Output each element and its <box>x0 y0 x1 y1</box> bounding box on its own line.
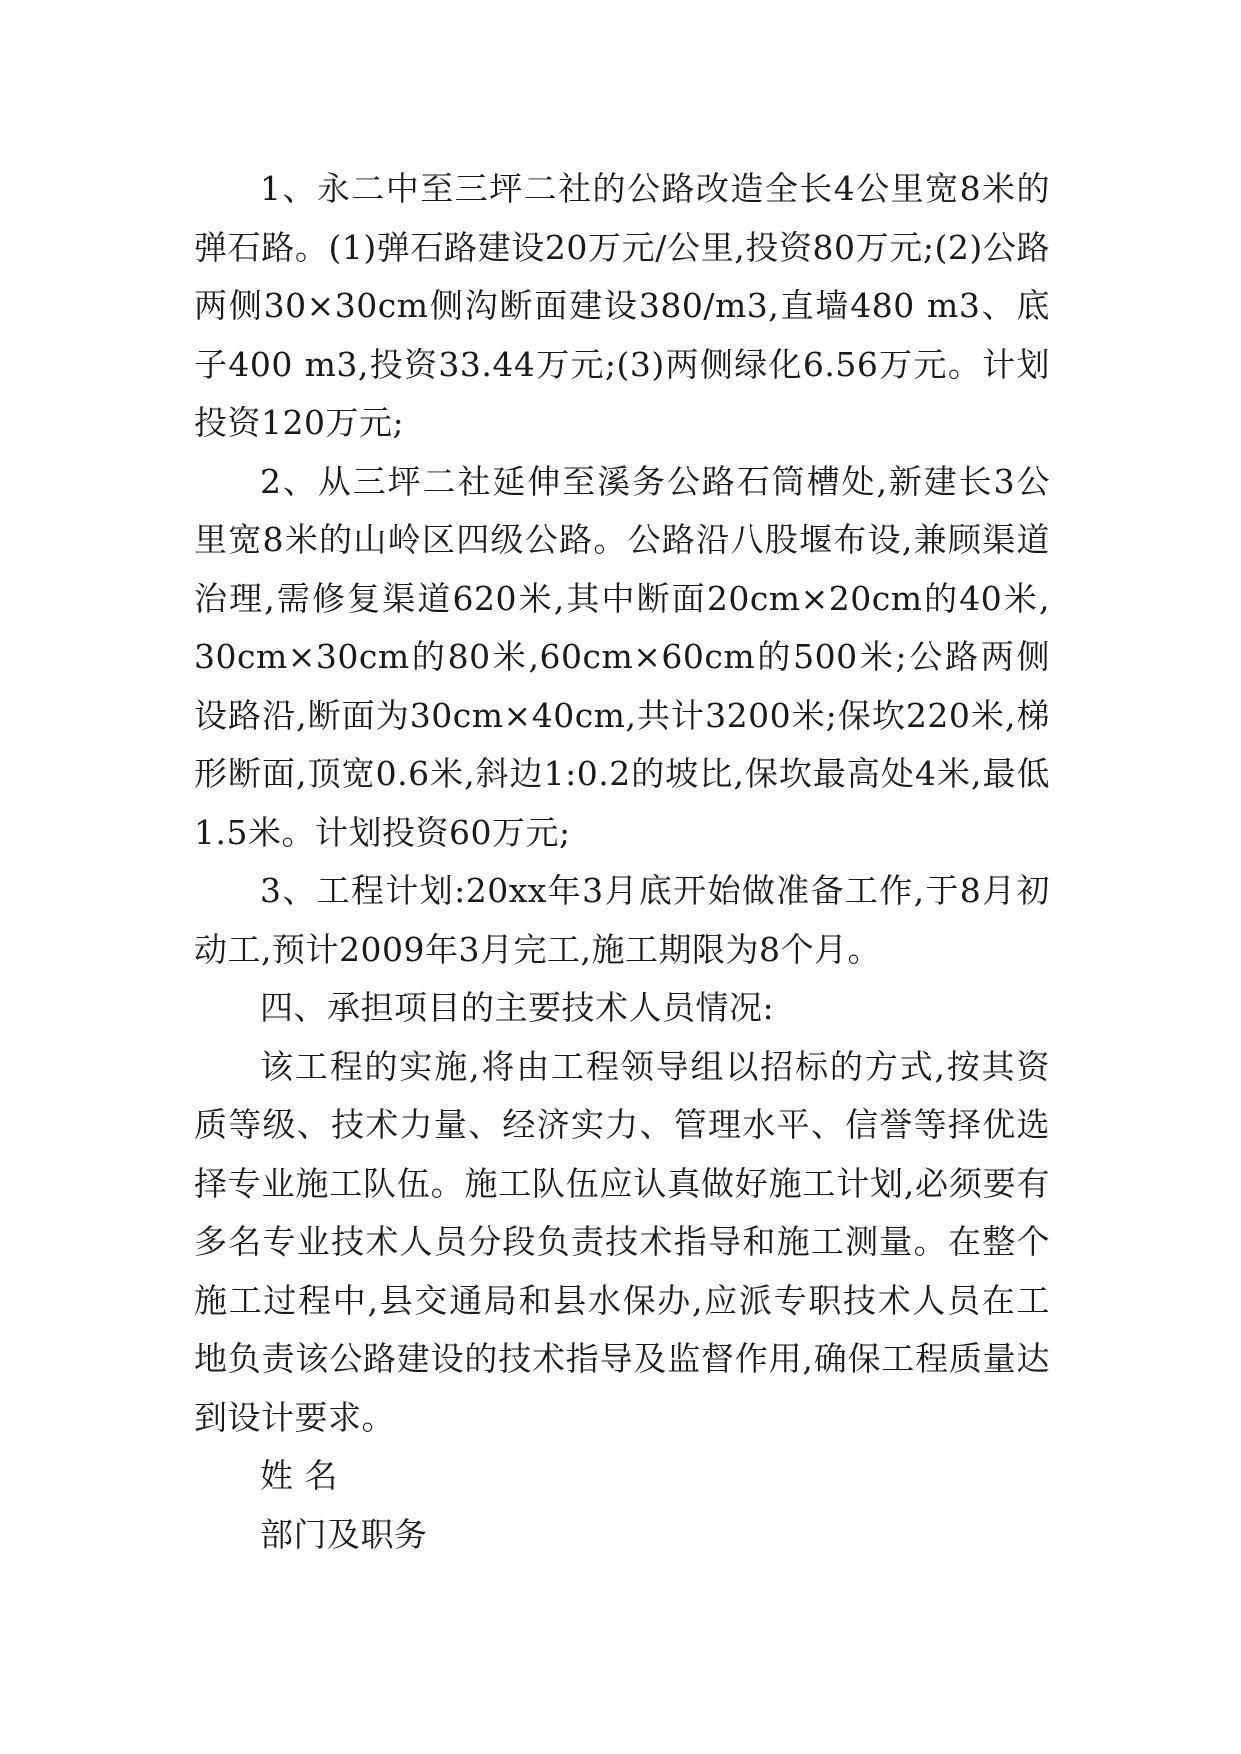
label-name: 姓 名 <box>260 1456 338 1495</box>
document-page <box>194 160 1050 1564</box>
paragraph-new-road: 2、从三坪二社延伸至溪务公路石筒槽处,新建长3公里宽8米的山岭区四级公路。公路沿八股堰布设,兼顾渠道治理,需修复渠道620米,其中断面20cm×20cm的40米, 30cm×30cm的80米,60cm×60cm的500米;公路两侧设路沿,断面为30cm×40cm,共计3200米;保坎220米,梯形断面,顶宽0.6米,斜边1:0.2的坡比,保坎最高处4米,最低1.5米。计划投资60万元; <box>194 461 1050 852</box>
paragraph-implementation: 该工程的实施,将由工程领导组以招标的方式,按其资质等级、技术力量、经济实力、管理水平、信誉等择优选择专业施工队伍。施工队伍应认真做好施工计划,必须要有多名专业技术人员分段负责技术指导和施工测量。在整个施工过程中,县交通局和县水保办,应派专职技术人员在工地负责该公路建设的技术指导及监督作用,确保工程质量达到设计要求。 <box>194 1046 1050 1437</box>
section-heading-personnel: 四、承担项目的主要技术人员情况: <box>260 988 775 1027</box>
label-department-position: 部门及职务 <box>260 1514 428 1554</box>
paragraph-schedule: 3、工程计划:20xx年3月底开始做准备工作,于8月初动工,预计2009年3月完工,施工期限为8个月。 <box>194 871 1050 969</box>
paragraph-road-renovation: 1、永二中至三坪二社的公路改造全长4公里宽8米的弹石路。(1)弹石路建设20万元/公里,投资80万元;(2)公路两侧30×30cm侧沟断面建设380/m3,直墙480 m3、底子400 m3,投资33.44万元;(3)两侧绿化6.56万元。计划投资120万元; <box>194 169 1050 442</box>
